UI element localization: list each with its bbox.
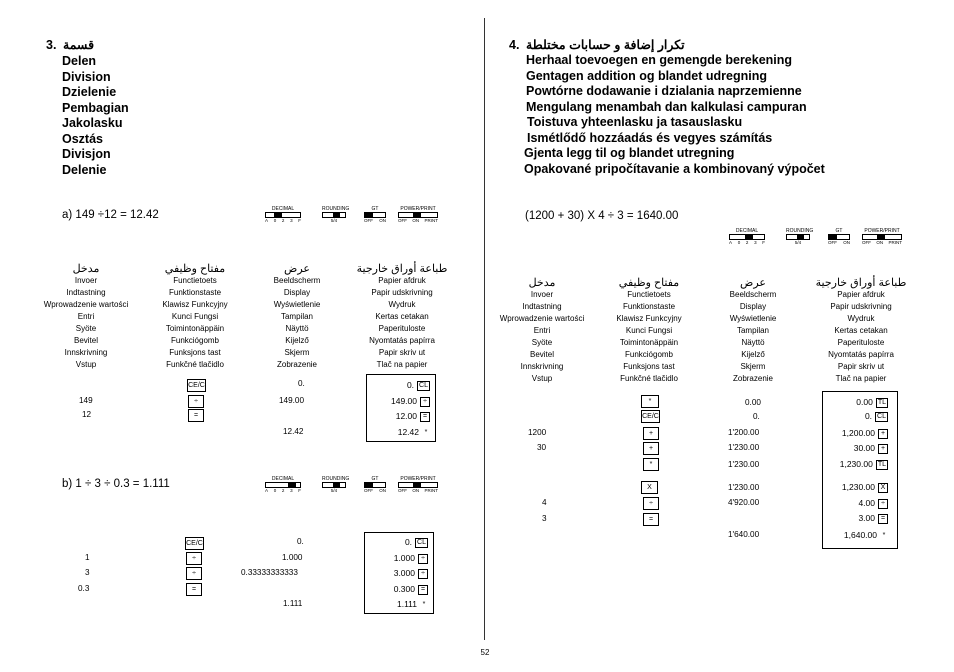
col-input-header: مدخل Invoer Indtastning Wprowadzenie wartości Entri Syöte Bevitel Innskrivning Vstup [499, 277, 585, 383]
key-equals: = [188, 409, 204, 422]
tape-line: 1,230.00 TL [839, 459, 886, 469]
key-divide: ÷ [186, 567, 202, 580]
display-value: 1.000 [282, 553, 303, 562]
power-switch: POWER/PRINT OFF ON PRINT [398, 206, 438, 223]
page-divider [484, 18, 485, 640]
input-value: 149 [79, 396, 93, 405]
key-clear: CE/C [185, 537, 204, 550]
key-equals: = [643, 513, 659, 526]
col-key-header: مفتاح وظيفي Functietoets Funktionstaste Klawisz Funkcyjny Kunci Fungsi Toimintonäppäin Funkciógomb Funksjons tast Funkčné tlačidlo [162, 263, 228, 369]
input-value: 1 [85, 553, 90, 562]
section-3-arabic: قسمة [63, 38, 95, 52]
tape-line: 0.300 = [368, 584, 428, 595]
tape-line: 1,640.00 * [843, 530, 886, 540]
gt-switch: GT OFF ON [828, 228, 850, 245]
section-4-number: 4. [509, 38, 520, 52]
display-value: 1'230.00 [728, 483, 760, 492]
example-a: a) 149 ÷12 = 12.42 [62, 209, 159, 221]
display-value: 0.33333333333 [241, 568, 298, 577]
display-value: 1'200.00 [728, 428, 760, 437]
input-value: 1200 [528, 428, 547, 437]
display-value: 0. [297, 537, 304, 546]
col-display-header: عرض Beeldscherm Display Wyświetlenie Tampilan Näyttö Kijelző Skjerm Zobrazenie [729, 277, 777, 383]
rounding-switch: ROUNDING 5/4 [322, 206, 350, 223]
col-key-header: مفتاح وظيفي Functietoets Funktionstaste Klawisz Funkcyjny Kunci Fungsi Toimintonäppäin Funkciógomb Funksjons tast Funkčné tlačidlo [616, 277, 682, 383]
col-print-header: طباعة أوراق خارجية Papier afdruk Papir udskrivning Wydruk Kertas cetakan Paperituloste Nyomtatás papírra Papir skriv ut Tlač na papier [815, 277, 907, 383]
tape-line: 3.00 = [826, 513, 888, 524]
tape-line: 1,200.00 + [826, 428, 888, 439]
tape-line: 30.00 + [826, 443, 888, 454]
key-plus: + [643, 442, 659, 455]
display-value: 149.00 [279, 396, 305, 405]
tape-line: 4.00 ÷ [826, 498, 888, 509]
display-value: 4'920.00 [728, 498, 760, 507]
display-value: 1.111 [283, 599, 303, 608]
input-value: 0.3 [78, 584, 90, 593]
power-switch: POWER/PRINT OFF ON PRINT [398, 476, 438, 493]
page-number: 52 [480, 648, 490, 657]
key-equals: = [186, 583, 202, 596]
display-value: 1'230.00 [728, 460, 760, 469]
tape-line: 12.00 = [370, 411, 430, 422]
example-b: b) 1 ÷ 3 ÷ 0.3 = 1.111 [62, 478, 170, 490]
tape-line: 0. CL [406, 380, 428, 390]
tape-line: 1.111 * [396, 599, 426, 609]
key-total: * [641, 395, 659, 408]
input-value: 3 [85, 568, 90, 577]
tape-line: 1,230.00 X [826, 482, 888, 493]
display-value: 1'640.00 [728, 530, 760, 539]
col-input-header: مدخل Invoer Indtastning Wprowadzenie wartości Entri Syöte Bevitel Innskrivning Vstup [43, 263, 129, 369]
key-divide: ÷ [643, 497, 659, 510]
decimal-switch: DECIMAL A 0 2 3 F [265, 476, 301, 493]
display-value: 12.42 [283, 427, 304, 436]
key-plus: + [643, 427, 659, 440]
col-display-header: عرض Beeldscherm Display Wyświetlenie Tampilan Näyttö Kijelző Skjerm Zobrazenie [273, 263, 321, 369]
key-multiply: X [641, 481, 658, 494]
tape-line: 0. CL [864, 411, 886, 421]
input-value: 30 [537, 443, 547, 452]
key-divide: ÷ [186, 552, 202, 565]
key-total: * [643, 458, 659, 471]
col-print-header: طباعة أوراق خارجية Papier afdruk Papir udskrivning Wydruk Kertas cetakan Paperituloste Nyomtatás papírra Papir skriv ut Tlač na papier [356, 263, 448, 369]
tape-line: 0. CL [404, 537, 426, 547]
key-clear: CE/C [641, 410, 660, 423]
tape-line: 1.000 ÷ [368, 553, 428, 564]
display-value: 0. [298, 379, 305, 388]
section-4-arabic: تكرار إضافة و حسابات مختلطة [526, 38, 685, 52]
display-value: 0.00 [745, 398, 761, 407]
gt-switch: GT OFF ON [364, 476, 386, 493]
display-value: 0. [753, 412, 760, 421]
section-3-title: Delen Division Dzielenie Pembagian Jakolasku Osztás Divisjon Delenie [62, 54, 129, 177]
tape-line: 3.000 ÷ [368, 568, 428, 579]
display-value: 1'230.00 [728, 443, 760, 452]
decimal-switch: DECIMAL A 0 2 3 F [729, 228, 765, 245]
input-value: 4 [542, 498, 547, 507]
tape-line: 0.00 TL [856, 397, 886, 407]
power-switch: POWER/PRINT OFF ON PRINT [862, 228, 902, 245]
decimal-switch: DECIMAL A 0 2 3 F [265, 206, 301, 223]
example-4: (1200 + 30) X 4 ÷ 3 = 1640.00 [525, 210, 679, 222]
key-clear: CE/C [187, 379, 206, 392]
gt-switch: GT OFF ON [364, 206, 386, 223]
tape-line: 149.00 ÷ [370, 396, 430, 407]
input-value: 3 [542, 514, 547, 523]
section-4-title: Herhaal toevoegen en gemengde berekening Gentagen addition og blandet udregning Powtórne dodawanie i dzialania naprzemienne Mengulang menambah dan kalkulasi campuran Toistuva yhteenlasku ja tasauslasku Ismétlődő hozzáadás és vegyes számítás Gjenta legg til og blandet utregning Opakované pripočítavanie a kombinovaný výpočet [524, 53, 825, 176]
tape-line: 12.42 * [397, 427, 428, 437]
input-value: 12 [82, 410, 92, 419]
section-3-number: 3. [46, 38, 57, 52]
rounding-switch: ROUNDING 5/4 [786, 228, 814, 245]
rounding-switch: ROUNDING 5/4 [322, 476, 350, 493]
key-divide: ÷ [188, 395, 204, 408]
